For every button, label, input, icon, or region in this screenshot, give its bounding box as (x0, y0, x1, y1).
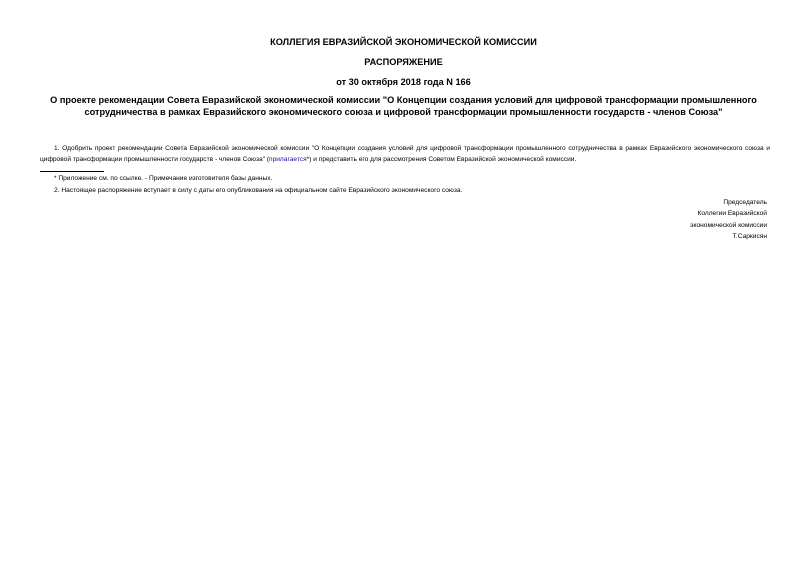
signature-body-line-1: Коллегии Евразийской (697, 210, 767, 218)
paragraph-1-text-start: 1. Одобрить проект рекомендации Совета Евразийской экономической комиссии "О Концепции создания условий для цифровой трансформации промышленного сотрудничества в рамках Евразийского экономического союза и цифровой трансформации промышленности государств - членов Союза" ( (40, 145, 770, 163)
signature-name: Т.Саркисян (732, 232, 767, 240)
organization-title: КОЛЛЕГИЯ ЕВРАЗИЙСКОЙ ЭКОНОМИЧЕСКОЙ КОМИССИИ (270, 37, 537, 47)
footnote: * Приложение см. по ссылке. - Примечание изготовителя базы данных. (54, 175, 273, 182)
signature-body-line-2: экономической комиссии (690, 221, 767, 229)
paragraph-1-text-end: *) и представить его для рассмотрения Советом Евразийской экономической комиссии. (306, 155, 577, 163)
document-date-number: от 30 октября 2018 года N 166 (336, 77, 471, 87)
paragraph-2: 2. Настоящее распоряжение вступает в силу с даты его опубликования на официальном сайте Евразийского экономического союза. (54, 187, 463, 194)
document-subject: О проекте рекомендации Совета Евразийской экономической комиссии "О Концепции создания условий для цифровой трансформации промышленного сотрудничества в рамках Евразийского экономического союза и цифровой трансформации промышленности государств - членов Союза" (50, 95, 757, 117)
footnote-divider (40, 171, 104, 172)
signature-block (690, 197, 767, 242)
paragraph-1 (40, 144, 770, 165)
document-type: РАСПОРЯЖЕНИЕ (364, 57, 443, 67)
signature-position: Председатель (723, 199, 767, 206)
attachment-link[interactable]: прилагается (269, 155, 307, 163)
